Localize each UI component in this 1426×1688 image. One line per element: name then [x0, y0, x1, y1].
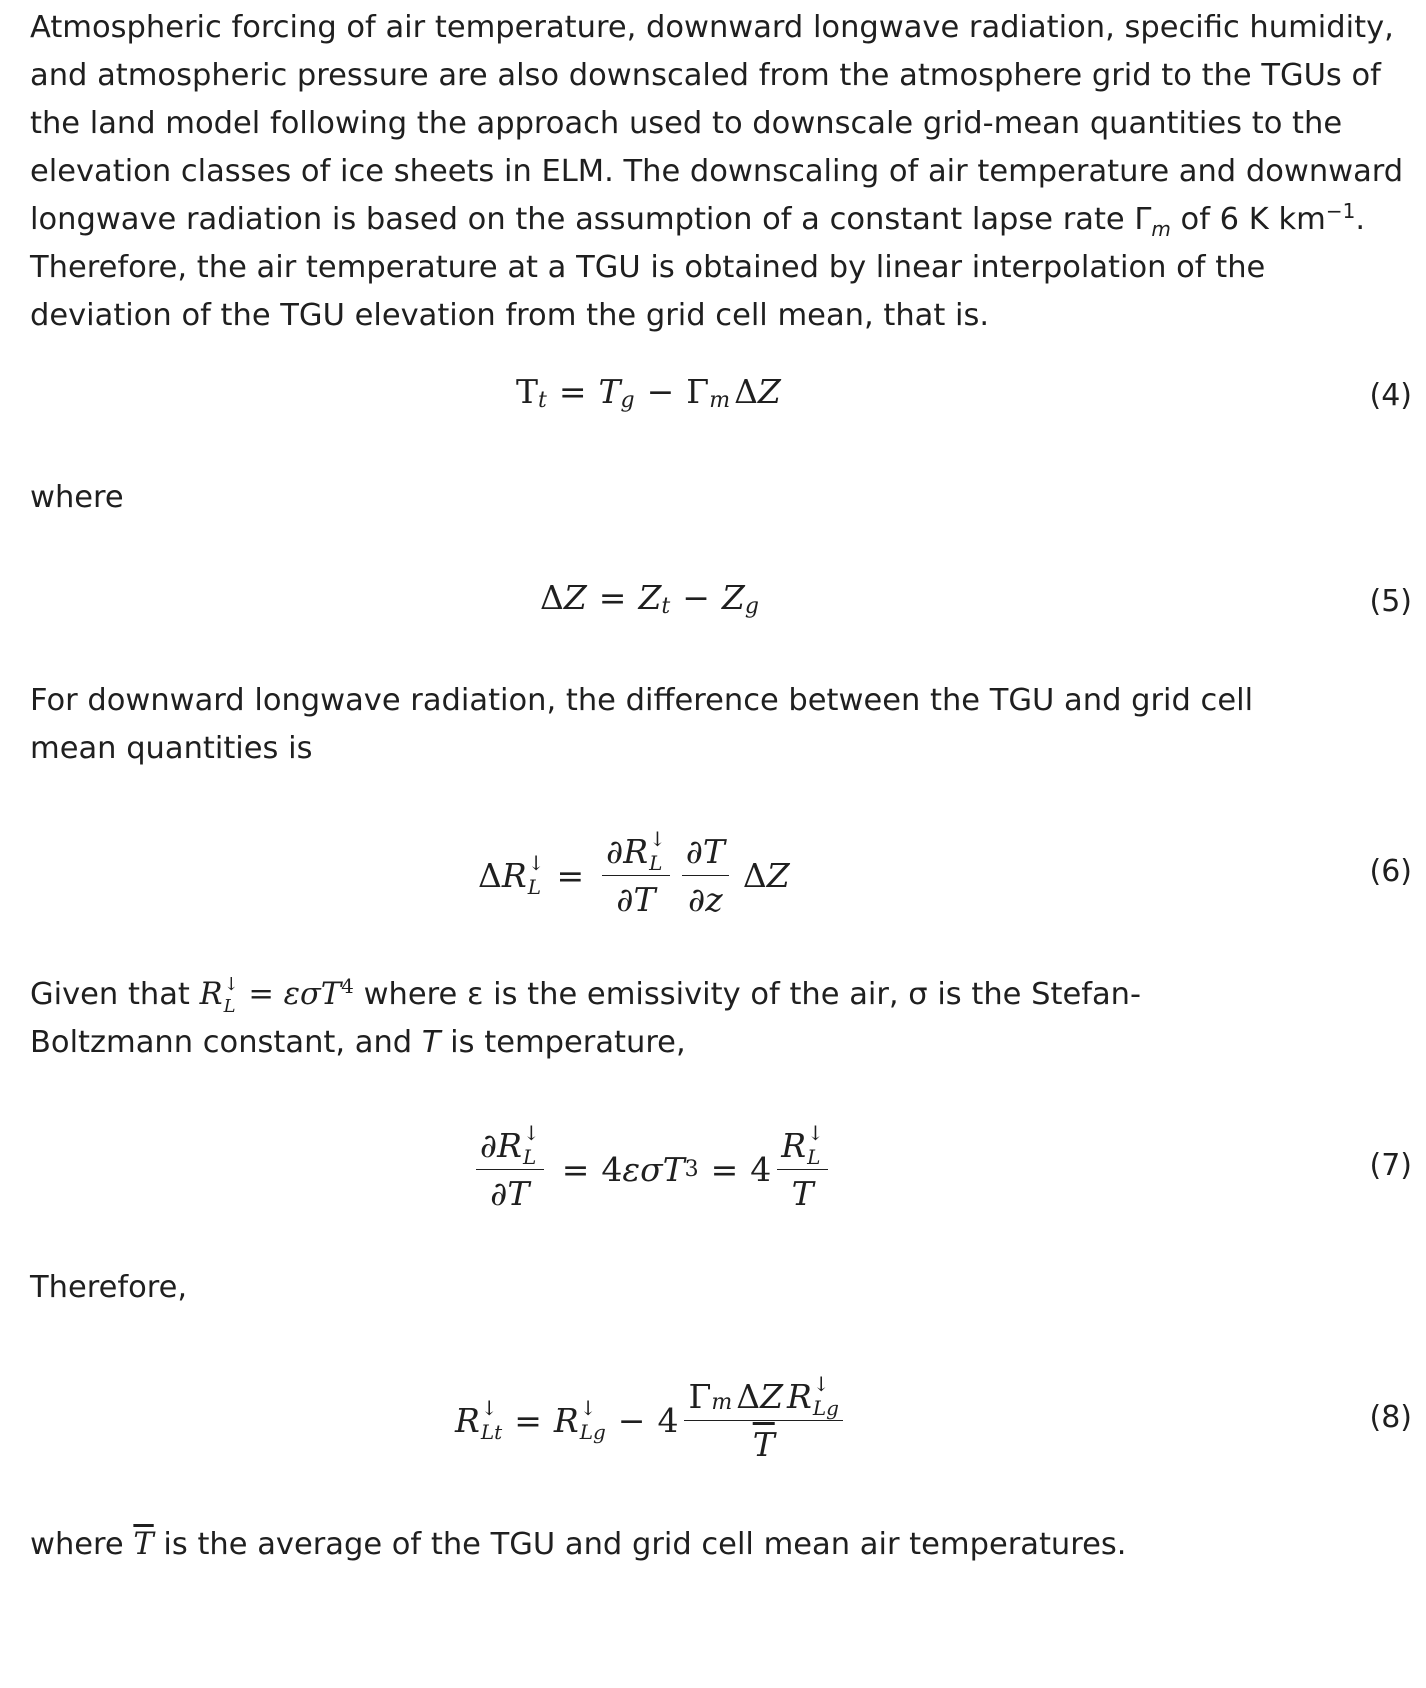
lapse-value: of 6 K km — [1170, 202, 1326, 237]
given-text: Given that — [30, 977, 200, 1012]
equation-7: ∂ R ↓ L ∂ T = 4 εσT 3 = 4 R ↓ L T (7) — [0, 1124, 1426, 1214]
closing-paragraph — [30, 1521, 1410, 1569]
equation-number: (8) — [1369, 1400, 1412, 1435]
emissivity-paragraph — [30, 971, 1230, 1067]
intro-paragraph — [30, 4, 1410, 340]
therefore-text: Therefore, — [30, 1270, 188, 1305]
gamma-subscript: m — [1151, 217, 1171, 242]
closing-text: is the average of the TGU and grid cell mean air temperatures. — [153, 1527, 1127, 1562]
equation-number: (6) — [1369, 854, 1412, 889]
temperature-text: is temperature, — [440, 1025, 686, 1060]
equation-number: (5) — [1369, 584, 1412, 619]
equation-number: (4) — [1369, 378, 1412, 413]
closing-where: where — [30, 1527, 134, 1562]
where-text: where — [30, 480, 124, 515]
intro-text: Atmospheric forcing of air temperature, downward longwave radiation, specific humidity, and atmospheric pressure are also downscaled from the atmosphere grid to the TGUs of the land model following the approach used to downscale grid-mean quantities to the elevation classes of ice sheets in ELM. The downscaling of air temperature and downward longwave radiation is based on the assumption of a constant lapse rate Γ — [30, 10, 1404, 237]
equation-6: Δ R ↓ L = ∂ R ↓ L ∂ T ∂ T ∂ z Δ Z (6) — [478, 827, 1412, 919]
equation-4: T t = T g − Γ m Δ Z (4) — [516, 372, 1412, 413]
temperature-symbol: T — [421, 1025, 441, 1060]
stefan-boltzmann-inline: R ↓ L = εσT$^4$ — [199, 973, 354, 1017]
unit-exponent: −1 — [1325, 198, 1356, 223]
equation-5: Δ Z = Z t − Z g (5) — [540, 578, 1412, 619]
intro-end: . Therefore, the air temperature at a TGU is obtained by linear interpolation of the deviation of the TGU elevation from the grid cell mean, that is. — [30, 202, 1366, 333]
equation-number: (7) — [1369, 1148, 1412, 1183]
mean-temperature-symbol: $\overline{T}$ — [133, 1527, 154, 1562]
longwave-paragraph: For downward longwave radiation, the difference between the TGU and grid cell mean quantities is — [30, 683, 1254, 766]
emissivity-text: where ε is the emissivity of the air, σ is the Stefan-Boltzmann constant, and — [30, 977, 1141, 1060]
equation-8: R ↓ Lt = R ↓ Lg − 4 Γ m Δ Z R ↓ Lg T (8) — [455, 1372, 1412, 1464]
